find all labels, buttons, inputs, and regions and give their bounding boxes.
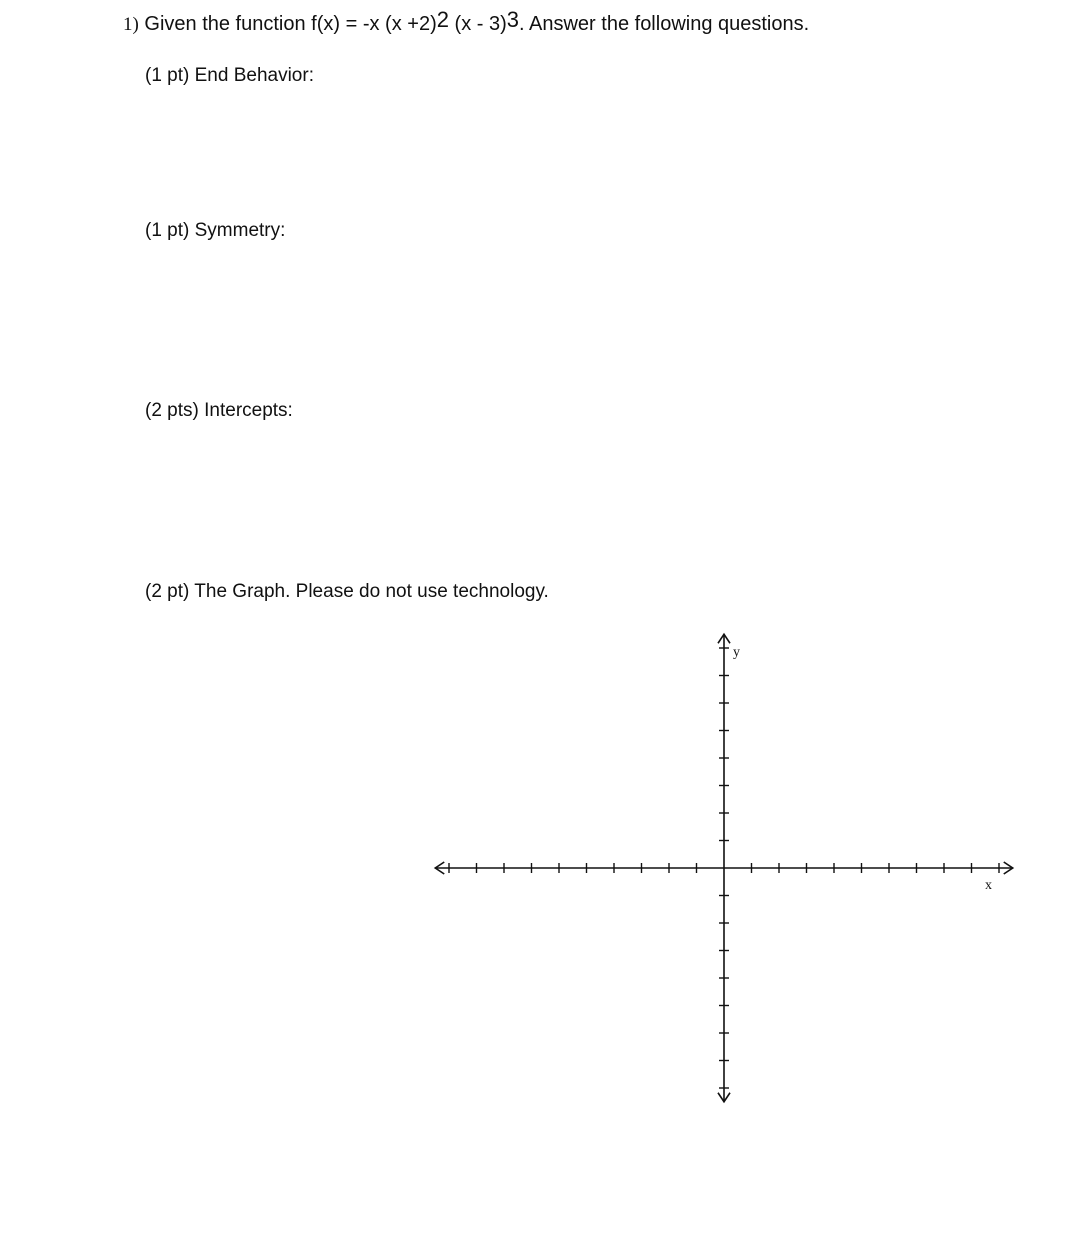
- symmetry-label: (1 pt) Symmetry:: [145, 220, 286, 241]
- question-mid: (x - 3): [448, 13, 507, 35]
- intercepts-label: (2 pts) Intercepts:: [145, 400, 293, 421]
- axes: [435, 634, 1013, 1102]
- blank-coordinate-grid: [448, 628, 1004, 1108]
- question-text: [144, 7, 810, 35]
- exponent-2: 2: [436, 7, 449, 32]
- question-number: 1): [123, 14, 139, 35]
- question-outro: . Answer the following questions.: [519, 13, 810, 35]
- question-intro: Given the function f(x) = -x (x +2): [144, 13, 437, 35]
- x-axis-label: x: [985, 878, 992, 893]
- graph-instruction-label: (2 pt) The Graph. Please do not use technology.: [145, 581, 549, 602]
- y-axis-label: y: [733, 645, 740, 660]
- question-header: [123, 7, 810, 39]
- exponent-3: 3: [506, 7, 520, 32]
- end-behavior-label: (1 pt) End Behavior:: [145, 65, 314, 86]
